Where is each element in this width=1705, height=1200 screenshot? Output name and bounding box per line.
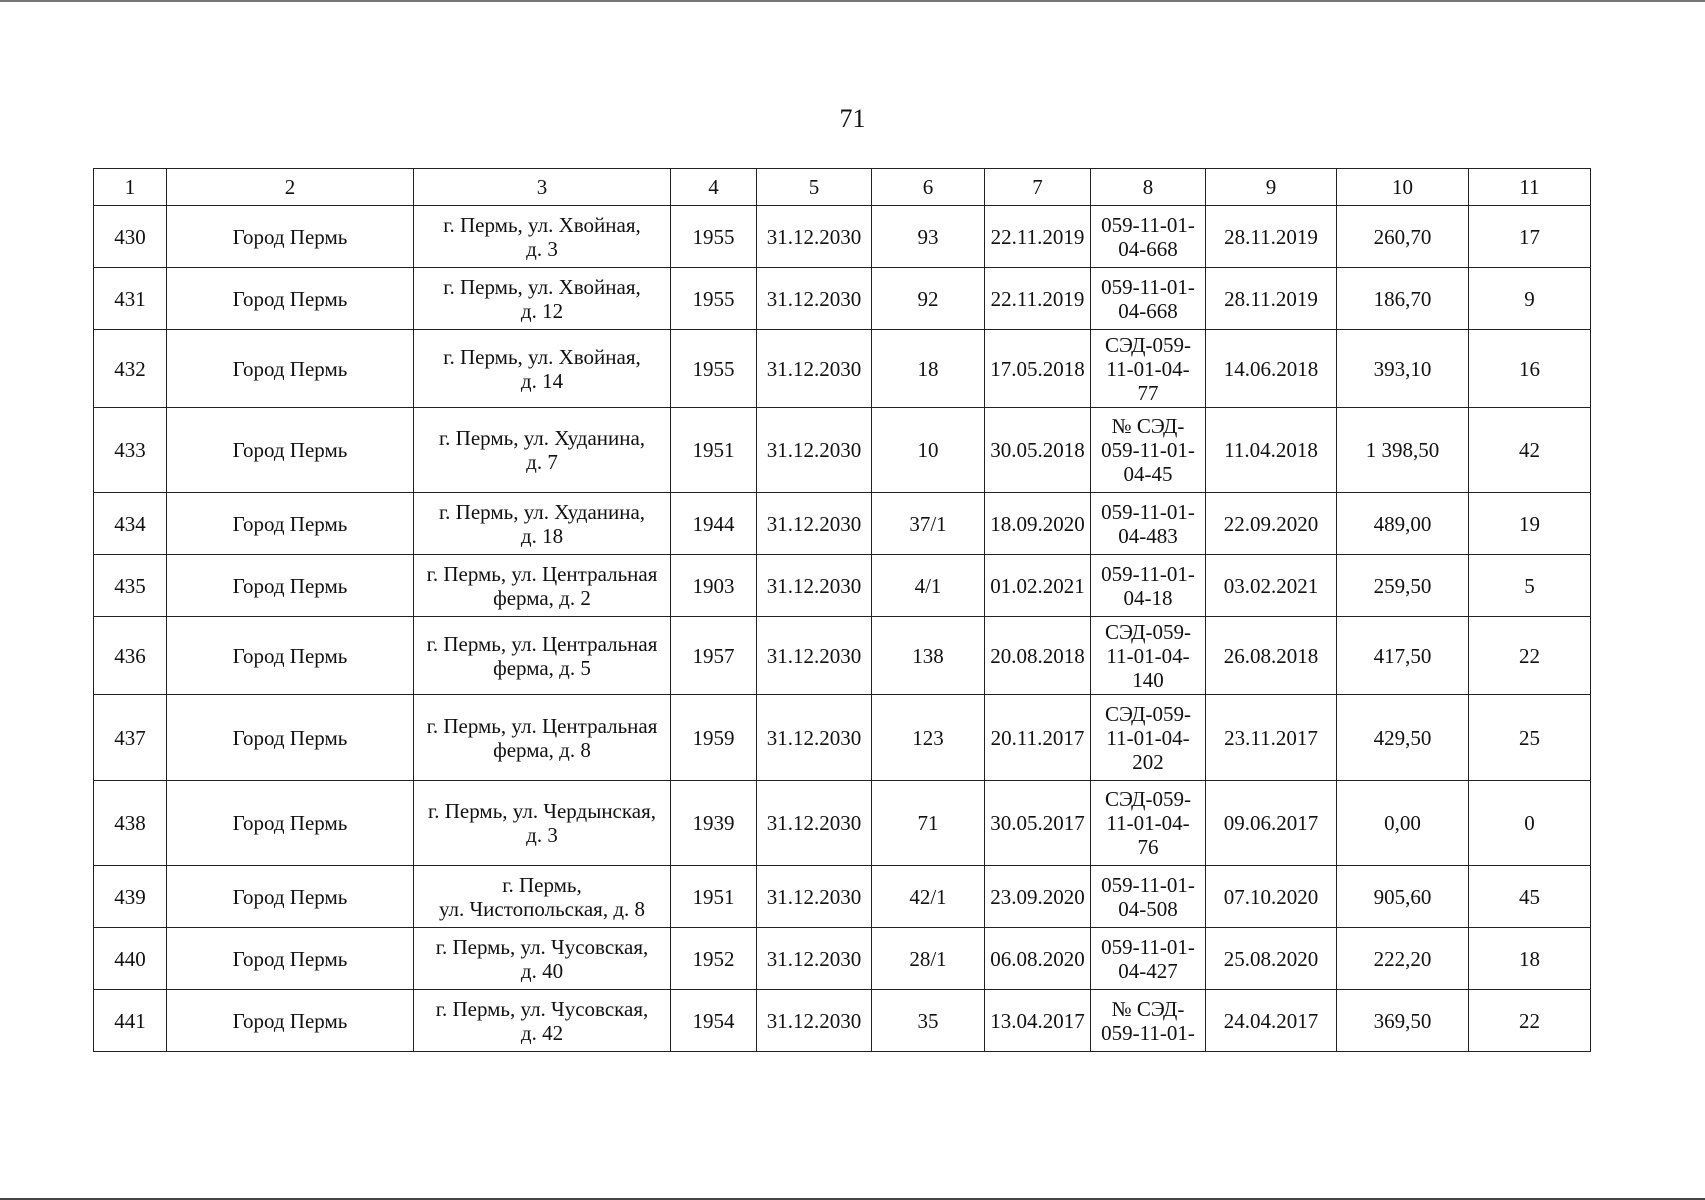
- date-cell: 18.09.2020: [985, 493, 1091, 555]
- address-cell: г. Пермь, ул. Чусовская, д. 40: [414, 928, 671, 990]
- row-number: 430: [94, 206, 167, 268]
- area-cell: 489,00: [1337, 493, 1469, 555]
- area-cell: 369,50: [1337, 990, 1469, 1052]
- date-cell: 23.09.2020: [985, 866, 1091, 928]
- row-number: 434: [94, 493, 167, 555]
- residents-cell: 18: [1469, 928, 1591, 990]
- year-cell: 1944: [671, 493, 757, 555]
- column-number: 5: [757, 169, 872, 206]
- document-number-cell: 059-11-01- 04-427: [1091, 928, 1206, 990]
- row-number: 431: [94, 268, 167, 330]
- date-cell-2: 11.04.2018: [1206, 408, 1337, 493]
- date-cell: 06.08.2020: [985, 928, 1091, 990]
- area-cell: 1 398,50: [1337, 408, 1469, 493]
- date-cell-2: 09.06.2017: [1206, 781, 1337, 866]
- deadline-cell: 31.12.2030: [757, 617, 872, 695]
- address-cell: г. Пермь, ул. Хвойная, д. 14: [414, 330, 671, 408]
- col6-cell: 42/1: [872, 866, 985, 928]
- address-cell: г. Пермь, ул. Центральная ферма, д. 2: [414, 555, 671, 617]
- residents-cell: 45: [1469, 866, 1591, 928]
- year-cell: 1951: [671, 866, 757, 928]
- registry-table: [93, 168, 1591, 1052]
- column-number: 4: [671, 169, 757, 206]
- row-number: 439: [94, 866, 167, 928]
- address-cell: г. Пермь, ул. Худанина, д. 7: [414, 408, 671, 493]
- date-cell: 22.11.2019: [985, 268, 1091, 330]
- row-number: 432: [94, 330, 167, 408]
- column-number: 10: [1337, 169, 1469, 206]
- address-cell: г. Пермь, ул. Центральная ферма, д. 5: [414, 617, 671, 695]
- deadline-cell: 31.12.2030: [757, 555, 872, 617]
- col6-cell: 123: [872, 695, 985, 781]
- residents-cell: 9: [1469, 268, 1591, 330]
- document-number-cell: СЭД-059- 11-01-04- 202: [1091, 695, 1206, 781]
- deadline-cell: 31.12.2030: [757, 928, 872, 990]
- date-cell: 30.05.2017: [985, 781, 1091, 866]
- municipality-cell: Город Пермь: [167, 781, 414, 866]
- table-row: [94, 268, 1591, 330]
- municipality-cell: Город Пермь: [167, 990, 414, 1052]
- document-number-cell: 059-11-01- 04-18: [1091, 555, 1206, 617]
- deadline-cell: 31.12.2030: [757, 695, 872, 781]
- year-cell: 1939: [671, 781, 757, 866]
- col6-cell: 4/1: [872, 555, 985, 617]
- document-number-cell: СЭД-059- 11-01-04- 76: [1091, 781, 1206, 866]
- table-row: [94, 408, 1591, 493]
- document-number-cell: № СЭД- 059-11-01- 04-45: [1091, 408, 1206, 493]
- table-row: [94, 617, 1591, 695]
- row-number: 433: [94, 408, 167, 493]
- row-number: 437: [94, 695, 167, 781]
- col6-cell: 37/1: [872, 493, 985, 555]
- deadline-cell: 31.12.2030: [757, 781, 872, 866]
- col6-cell: 35: [872, 990, 985, 1052]
- table-row: [94, 493, 1591, 555]
- area-cell: 0,00: [1337, 781, 1469, 866]
- date-cell-2: 14.06.2018: [1206, 330, 1337, 408]
- year-cell: 1957: [671, 617, 757, 695]
- date-cell: 17.05.2018: [985, 330, 1091, 408]
- address-cell: г. Пермь, ул. Центральная ферма, д. 8: [414, 695, 671, 781]
- scan-edge-top: [0, 0, 1705, 2]
- municipality-cell: Город Пермь: [167, 928, 414, 990]
- date-cell-2: 22.09.2020: [1206, 493, 1337, 555]
- year-cell: 1954: [671, 990, 757, 1052]
- date-cell: 20.08.2018: [985, 617, 1091, 695]
- document-number-cell: СЭД-059- 11-01-04- 140: [1091, 617, 1206, 695]
- table-row: [94, 555, 1591, 617]
- date-cell-2: 26.08.2018: [1206, 617, 1337, 695]
- row-number: 436: [94, 617, 167, 695]
- area-cell: 186,70: [1337, 268, 1469, 330]
- column-number: 3: [414, 169, 671, 206]
- address-cell: г. Пермь, ул. Чистопольская, д. 8: [414, 866, 671, 928]
- date-cell: 30.05.2018: [985, 408, 1091, 493]
- col6-cell: 10: [872, 408, 985, 493]
- area-cell: 429,50: [1337, 695, 1469, 781]
- area-cell: 393,10: [1337, 330, 1469, 408]
- table-row: [94, 781, 1591, 866]
- area-cell: 222,20: [1337, 928, 1469, 990]
- row-number: 441: [94, 990, 167, 1052]
- date-cell-2: 28.11.2019: [1206, 206, 1337, 268]
- area-cell: 417,50: [1337, 617, 1469, 695]
- table-row: [94, 695, 1591, 781]
- document-number-cell: 059-11-01- 04-483: [1091, 493, 1206, 555]
- residents-cell: 16: [1469, 330, 1591, 408]
- page-number: 71: [839, 104, 866, 133]
- date-cell-2: 24.04.2017: [1206, 990, 1337, 1052]
- column-number: 6: [872, 169, 985, 206]
- document-number-cell: 059-11-01- 04-668: [1091, 268, 1206, 330]
- row-number: 435: [94, 555, 167, 617]
- year-cell: 1951: [671, 408, 757, 493]
- col6-cell: 71: [872, 781, 985, 866]
- col6-cell: 93: [872, 206, 985, 268]
- municipality-cell: Город Пермь: [167, 493, 414, 555]
- document-number-cell: № СЭД- 059-11-01-: [1091, 990, 1206, 1052]
- date-cell: 01.02.2021: [985, 555, 1091, 617]
- deadline-cell: 31.12.2030: [757, 268, 872, 330]
- address-cell: г. Пермь, ул. Худанина, д. 18: [414, 493, 671, 555]
- year-cell: 1955: [671, 268, 757, 330]
- area-cell: 260,70: [1337, 206, 1469, 268]
- municipality-cell: Город Пермь: [167, 695, 414, 781]
- table-row: [94, 990, 1591, 1052]
- deadline-cell: 31.12.2030: [757, 408, 872, 493]
- residents-cell: 42: [1469, 408, 1591, 493]
- year-cell: 1903: [671, 555, 757, 617]
- residents-cell: 22: [1469, 617, 1591, 695]
- date-cell-2: 28.11.2019: [1206, 268, 1337, 330]
- year-cell: 1952: [671, 928, 757, 990]
- residents-cell: 0: [1469, 781, 1591, 866]
- residents-cell: 17: [1469, 206, 1591, 268]
- date-cell: 22.11.2019: [985, 206, 1091, 268]
- deadline-cell: 31.12.2030: [757, 493, 872, 555]
- address-cell: г. Пермь, ул. Хвойная, д. 12: [414, 268, 671, 330]
- date-cell-2: 03.02.2021: [1206, 555, 1337, 617]
- col6-cell: 28/1: [872, 928, 985, 990]
- address-cell: г. Пермь, ул. Хвойная, д. 3: [414, 206, 671, 268]
- date-cell-2: 23.11.2017: [1206, 695, 1337, 781]
- table-row: [94, 206, 1591, 268]
- column-number-row: [94, 169, 1591, 206]
- document-number-cell: СЭД-059- 11-01-04- 77: [1091, 330, 1206, 408]
- deadline-cell: 31.12.2030: [757, 206, 872, 268]
- table-row: [94, 928, 1591, 990]
- address-cell: г. Пермь, ул. Чердынская, д. 3: [414, 781, 671, 866]
- municipality-cell: Город Пермь: [167, 555, 414, 617]
- residents-cell: 5: [1469, 555, 1591, 617]
- column-number: 2: [167, 169, 414, 206]
- column-number: 11: [1469, 169, 1591, 206]
- deadline-cell: 31.12.2030: [757, 866, 872, 928]
- residents-cell: 19: [1469, 493, 1591, 555]
- municipality-cell: Город Пермь: [167, 866, 414, 928]
- date-cell-2: 25.08.2020: [1206, 928, 1337, 990]
- column-number: 8: [1091, 169, 1206, 206]
- year-cell: 1955: [671, 330, 757, 408]
- municipality-cell: Город Пермь: [167, 206, 414, 268]
- column-number: 1: [94, 169, 167, 206]
- address-cell: г. Пермь, ул. Чусовская, д. 42: [414, 990, 671, 1052]
- col6-cell: 92: [872, 268, 985, 330]
- municipality-cell: Город Пермь: [167, 408, 414, 493]
- col6-cell: 138: [872, 617, 985, 695]
- date-cell-2: 07.10.2020: [1206, 866, 1337, 928]
- municipality-cell: Город Пермь: [167, 617, 414, 695]
- municipality-cell: Город Пермь: [167, 330, 414, 408]
- residents-cell: 22: [1469, 990, 1591, 1052]
- deadline-cell: 31.12.2030: [757, 990, 872, 1052]
- table-row: [94, 866, 1591, 928]
- area-cell: 905,60: [1337, 866, 1469, 928]
- document-number-cell: 059-11-01- 04-668: [1091, 206, 1206, 268]
- table-row: [94, 330, 1591, 408]
- area-cell: 259,50: [1337, 555, 1469, 617]
- row-number: 438: [94, 781, 167, 866]
- row-number: 440: [94, 928, 167, 990]
- municipality-cell: Город Пермь: [167, 268, 414, 330]
- residents-cell: 25: [1469, 695, 1591, 781]
- column-number: 7: [985, 169, 1091, 206]
- document-number-cell: 059-11-01- 04-508: [1091, 866, 1206, 928]
- column-number: 9: [1206, 169, 1337, 206]
- date-cell: 13.04.2017: [985, 990, 1091, 1052]
- date-cell: 20.11.2017: [985, 695, 1091, 781]
- deadline-cell: 31.12.2030: [757, 330, 872, 408]
- year-cell: 1959: [671, 695, 757, 781]
- year-cell: 1955: [671, 206, 757, 268]
- col6-cell: 18: [872, 330, 985, 408]
